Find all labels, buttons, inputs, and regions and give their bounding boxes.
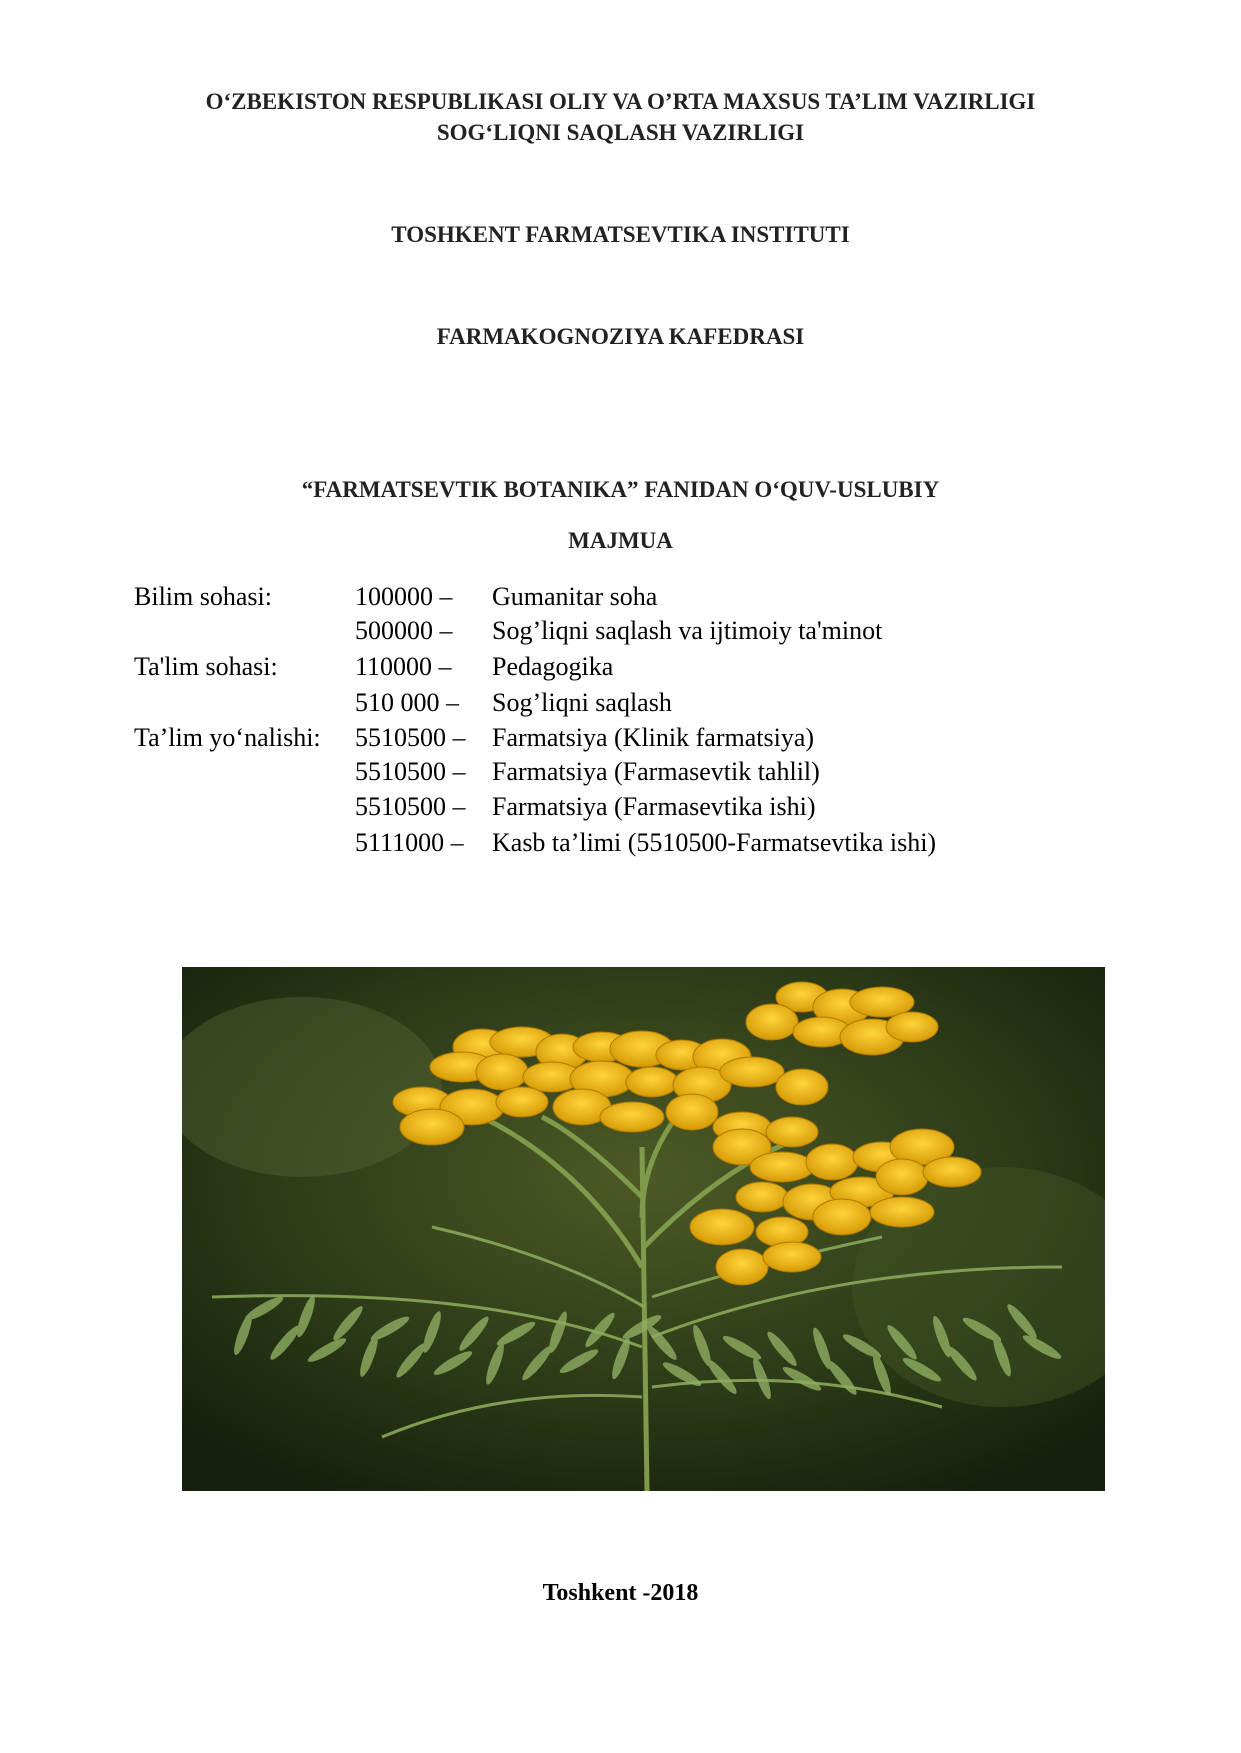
flower-head: [766, 1117, 818, 1147]
flower-head: [870, 1197, 934, 1227]
place-year: Toshkent -2018: [542, 1580, 699, 1606]
ministry-line-2: SOG‘LIQNI SAQLASH VAZIRLIGI: [436, 120, 805, 145]
details-label: Bilim sohasi:: [134, 582, 272, 611]
details-text: Kasb ta’limi (5510500-Farmatsevtika ishi): [492, 828, 937, 857]
flower-head: [746, 1004, 798, 1040]
details-code: 100000 –: [355, 582, 453, 611]
ministry-line-1: O‘ZBEKISTON RESPUBLIKASI OLIY VA O’RTA MAXSUS TA’LIM VAZIRLIGI: [205, 89, 1036, 114]
details-text: Pedagogika: [492, 652, 614, 681]
title-line-2: MAJMUA: [568, 528, 673, 553]
flower-head: [720, 1057, 784, 1087]
details-text: Farmatsiya (Klinik farmatsiya): [492, 723, 815, 752]
details-code: 510 000 –: [355, 688, 459, 717]
flower-head: [776, 1069, 828, 1105]
flower-head: [400, 1109, 464, 1145]
details-code: 5510500 –: [355, 723, 466, 752]
flower-head: [876, 1159, 928, 1195]
flower-head: [666, 1094, 718, 1130]
tansy-flower-photo: [182, 967, 1105, 1491]
details-code: 110000 –: [355, 652, 452, 681]
details-code: 500000 –: [355, 616, 453, 645]
flower-head: [923, 1157, 981, 1187]
details-text: Gumanitar soha: [492, 582, 658, 611]
details-code: 5510500 –: [355, 757, 466, 786]
flower-head: [496, 1087, 548, 1117]
details-text: Sog’liqni saqlash va ijtimoiy ta'minot: [492, 616, 883, 645]
details-text: Sog’liqni saqlash: [492, 688, 672, 717]
flower-head: [690, 1209, 754, 1245]
institute-name: TOSHKENT FARMATSEVTIKA INSTITUTI: [391, 222, 850, 247]
details-text: Farmatsiya (Farmasevtika ishi): [492, 792, 816, 821]
department-name: FARMAKOGNOZIYA KAFEDRASI: [436, 324, 805, 349]
flower-head: [763, 1242, 821, 1272]
details-code: 5510500 –: [355, 792, 466, 821]
details-code: 5111000 –: [355, 828, 464, 857]
flower-head: [626, 1067, 678, 1097]
flower-head: [750, 1152, 814, 1182]
flower-head: [736, 1182, 788, 1212]
flower-head: [806, 1144, 858, 1180]
flower-head: [716, 1249, 768, 1285]
flower-head: [476, 1054, 528, 1090]
details-label: Ta’lim yo‘nalishi:: [134, 723, 321, 752]
flower-head: [600, 1102, 664, 1132]
details-label: Ta'lim sohasi:: [134, 652, 278, 681]
flower-head: [813, 1199, 871, 1235]
flower-head: [886, 1012, 938, 1042]
title-line-1: “FARMATSEVTIK BOTANIKA” FANIDAN O‘QUV-USLUBIY: [301, 477, 940, 502]
details-text: Farmatsiya (Farmasevtik tahlil): [492, 757, 820, 786]
